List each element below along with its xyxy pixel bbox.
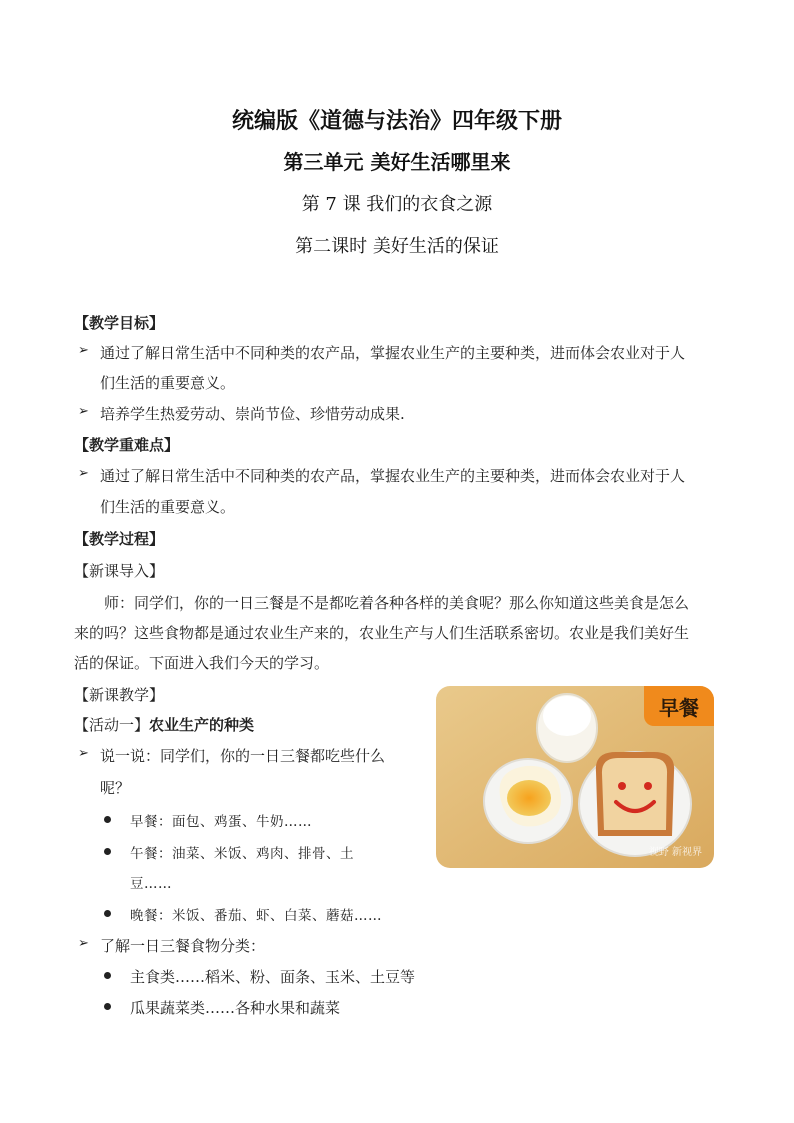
book-title: 统编版《道德与法治》四年级下册 — [231, 108, 562, 134]
arrow-bullet-icon: ➢ — [78, 343, 89, 358]
breakfast-item: 早餐：面包、鸡蛋、牛奶…… — [130, 814, 312, 830]
say-line-2: 呢？ — [100, 779, 131, 797]
period-title: 第二课时 美好生活的保证 — [295, 236, 499, 257]
lesson-title: 第 7 课 我们的衣食之源 — [301, 194, 493, 215]
bullet-dot-icon — [104, 1003, 111, 1010]
objective-2: 培养学生热爱劳动、崇尚节俭、珍惜劳动成果. — [100, 405, 405, 423]
intro-line-3: 活的保证。下面进入我们今天的学习。 — [74, 654, 330, 672]
process-heading: 【教学过程】 — [74, 530, 165, 548]
bullet-dot-icon — [104, 910, 111, 917]
activity-heading — [74, 714, 254, 735]
new-lesson-label: 【新课教学】 — [74, 686, 165, 704]
staple-item: 主食类……稻米、粉、面条、玉米、土豆等 — [130, 968, 416, 986]
dinner-item: 晚餐：米饭、番茄、虾、白菜、蘑菇…… — [130, 908, 382, 924]
bullet-dot-icon — [104, 972, 111, 979]
arrow-bullet-icon: ➢ — [78, 404, 89, 419]
intro-label: 【新课导入】 — [74, 562, 165, 580]
bullet-dot-icon — [104, 848, 111, 855]
classify-line: 了解一日三餐食物分类： — [100, 937, 266, 955]
photo-watermark: 视野 新视界 — [648, 847, 702, 858]
breakfast-badge: 早餐 — [644, 686, 714, 726]
arrow-bullet-icon: ➢ — [78, 746, 89, 761]
bullet-dot-icon — [104, 816, 111, 823]
arrow-bullet-icon: ➢ — [78, 466, 89, 481]
breakfast-photo — [436, 686, 714, 868]
lunch-line-1: 午餐：油菜、米饭、鸡肉、排骨、土 — [130, 846, 354, 862]
key-points-heading: 【教学重难点】 — [74, 436, 180, 454]
intro-line-1: 师：同学们，你的一日三餐是不是都吃着各种各样的美食呢？那么你知道这些美食是怎么 — [104, 594, 690, 612]
unit-title: 第三单元 美好生活哪里来 — [283, 150, 511, 174]
objectives-heading: 【教学目标】 — [74, 314, 165, 332]
key-point-1-line1: 通过了解日常生活中不同种类的农产品，掌握农业生产的主要种类，进而体会农业对于人 — [100, 467, 686, 485]
objective-1-line2: 们生活的重要意义。 — [100, 374, 236, 392]
key-point-1-line2: 们生活的重要意义。 — [100, 498, 236, 516]
fruit-veg-item: 瓜果蔬菜类……各种水果和蔬菜 — [130, 999, 341, 1017]
say-line-1: 说一说：同学们，你的一日三餐都吃些什么 — [100, 747, 386, 765]
arrow-bullet-icon: ➢ — [78, 936, 89, 951]
activity-title: 农业生产的种类 — [149, 716, 255, 734]
lunch-line-2: 豆…… — [130, 876, 172, 892]
objective-1-line1: 通过了解日常生活中不同种类的农产品，掌握农业生产的主要种类，进而体会农业对于人 — [100, 344, 686, 362]
intro-line-2: 来的吗？这些食物都是通过农业生产来的，农业生产与人们生活联系密切。农业是我们美好生 — [74, 624, 690, 642]
activity-label: 【活动一】 — [74, 716, 150, 734]
